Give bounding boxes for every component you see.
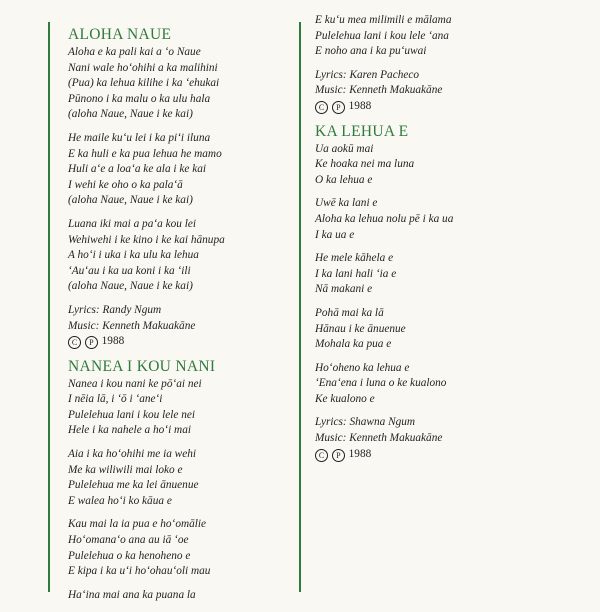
lyric-line: Hoʻoheno ka lehua e: [315, 361, 410, 374]
music-credit: Music: Kenneth Makuakāne: [315, 432, 443, 445]
lyric-line: He maile kuʻu lei i ka piʻi iluna: [68, 131, 211, 144]
lyric-line: Hoʻomanaʻo ana au iā ʻoe: [68, 534, 189, 547]
lyric-line: Huli aʻe a loaʻa ke ala i ke kai: [68, 163, 207, 176]
lyric-line: Hele i ka nahele a hoʻi mai: [68, 424, 191, 437]
lyric-line: Ua aokū mai: [315, 142, 374, 155]
lyric-line: Hānau i ke ānuenue: [315, 322, 406, 335]
stanza: [315, 361, 580, 408]
copyright-year: 1988: [101, 335, 125, 348]
lyric-line: Kau mai la ia pua e hoʻomālie: [68, 518, 207, 531]
lyric-line: I nēia lā, i ʻō i ʻaneʻi: [68, 393, 163, 406]
song-nanea-i-kou-nani: [68, 358, 290, 604]
lyric-line: Pulelehua lani i kou lele nei: [68, 408, 196, 421]
stanza: [68, 217, 290, 295]
lyric-line: Uwē ka lani e: [315, 197, 378, 210]
lyric-line: He mele kāhela e: [315, 252, 394, 265]
lyric-line: Ke hoaka nei ma luna: [315, 158, 415, 171]
lyric-line: Aloha ka lehua nolu pē i ka ua: [315, 212, 454, 225]
lyric-line: Aia i ka hoʻohihi me ia wehi: [68, 448, 197, 461]
lyric-line: Haʻina mai ana ka puana la: [68, 588, 196, 601]
song-title: KA LEHUA E: [315, 122, 409, 140]
song-title: ALOHA NAUE: [68, 26, 172, 43]
lyric-line: E walea hoʻi ko kāua e: [68, 494, 172, 507]
stanza: [315, 142, 580, 189]
phonogram-icon: P: [332, 449, 345, 462]
credits: [68, 303, 290, 350]
copyright-line: [68, 334, 290, 350]
credits: [315, 68, 580, 115]
lyric-line: Ke kualono e: [315, 392, 375, 405]
lyric-line: E kuʻu mea milimili e mālama: [315, 14, 452, 26]
song-nanea-continued: [315, 13, 580, 115]
lyric-line: Luana iki mai a paʻa kou lei: [68, 217, 197, 230]
stanza: [68, 517, 290, 579]
lyric-line: Pulelehua o ka henoheno e: [68, 549, 191, 562]
lyric-line: (Pua) ka lehua kilihe i ka ʻehukai: [68, 77, 220, 90]
stanza: [68, 377, 290, 439]
song-ka-lehua-e: [315, 123, 580, 463]
left-green-rule: [48, 22, 50, 592]
credits: [315, 415, 580, 462]
lyrics-credit: Lyrics: Randy Ngum: [68, 303, 162, 316]
lyric-line: ʻAuʻau i ka ua koni i ka ʻili: [68, 264, 191, 277]
right-column: [315, 13, 580, 470]
lyric-line: Nanea i kou nani ke pōʻai nei: [68, 377, 202, 390]
phonogram-icon: P: [85, 336, 98, 349]
copyright-year: 1988: [348, 447, 372, 460]
lyric-line: Pohā mai ka lā: [315, 306, 384, 319]
lyric-line: Nani wale hoʻohihi a ka malihini: [68, 61, 218, 74]
lyric-line: Me ka wiliwili mai loko e: [68, 463, 183, 476]
lyric-line: Nā makani e: [315, 283, 373, 296]
copyright-icon: C: [315, 449, 328, 462]
song-aloha-naue: [68, 26, 290, 350]
lyrics-credit: Lyrics: Karen Pacheco: [315, 68, 420, 81]
music-credit: Music: Kenneth Makuakāne: [68, 319, 196, 332]
stanza: [68, 131, 290, 209]
stanza: [315, 306, 580, 353]
copyright-icon: C: [68, 336, 81, 349]
lyric-line: O ka lehua e: [315, 173, 373, 186]
lyric-line: (aloha Naue, Naue i ke kai): [68, 194, 193, 207]
stanza: [68, 447, 290, 509]
lyric-line: Pūnono i ka malu o ka ulu hala: [68, 92, 211, 105]
lyric-line: A hoʻi i uka i ka ulu ka lehua: [68, 249, 199, 262]
stanza: [68, 45, 290, 123]
lyric-line: (aloha Naue, Naue i ke kai): [68, 280, 193, 293]
lyric-line: (aloha Naue, Naue i ke kai): [68, 108, 193, 121]
lyric-line: Wehiwehi i ke kino i ke kai hānupa: [68, 233, 225, 246]
lyric-line: I ka ua e: [315, 228, 355, 241]
left-column: [68, 26, 290, 611]
lyric-line: ʻEnaʻena i luna o ke kualono: [315, 377, 447, 390]
lyric-line: I ka lani hali ʻia e: [315, 267, 397, 280]
stanza: [315, 251, 580, 298]
copyright-line: [315, 447, 580, 463]
stanza: [315, 13, 580, 60]
stanza: [68, 588, 290, 604]
copyright-line: [315, 99, 580, 115]
song-title: NANEA I KOU NANI: [68, 357, 216, 375]
copyright-year: 1988: [348, 99, 372, 112]
lyric-line: Aloha e ka pali kai a ʻo Naue: [68, 46, 201, 58]
copyright-icon: C: [315, 101, 328, 114]
center-green-rule: [299, 22, 301, 592]
lyrics-credit: Lyrics: Shawna Ngum: [315, 416, 416, 429]
lyric-line: E ka huli e ka pua lehua he mamo: [68, 147, 222, 160]
music-credit: Music: Kenneth Makuakāne: [315, 84, 443, 97]
phonogram-icon: P: [332, 101, 345, 114]
lyric-line: E noho ana i ka puʻuwai: [315, 45, 427, 58]
stanza: [315, 196, 580, 243]
lyric-line: Mohala ka pua e: [315, 338, 392, 351]
lyric-line: Pulelehua lani i kou lele ʻana: [315, 29, 449, 42]
lyric-line: Pulelehua me ka lei ānuenue: [68, 479, 199, 492]
lyric-line: E kipa i ka uʻi hoʻohauʻoli mau: [68, 565, 211, 578]
lyric-line: I wehi ke oho o ka palaʻā: [68, 178, 183, 191]
